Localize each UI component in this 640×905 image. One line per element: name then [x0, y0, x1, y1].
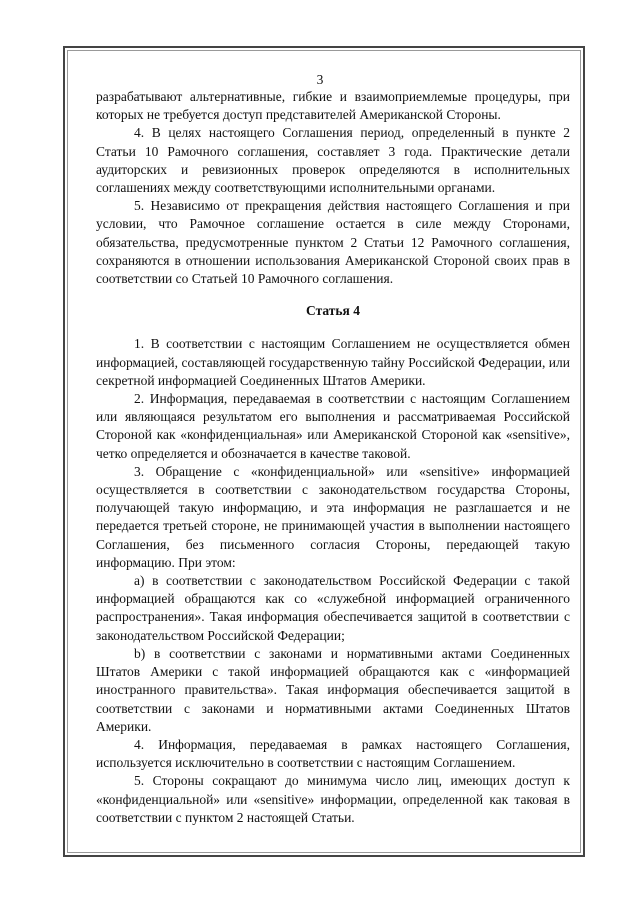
paragraph-article4-clause-4: 4. Информация, передаваемая в рамках настоящего Соглашения, используется исключительно в соответствии с настоящим Соглашением. [96, 736, 570, 771]
paragraph-subclause-b: b) в соответствии с законами и нормативными актами Соединенных Штатов Америки с такой информацией обращаются как с «информацией иностранного правительства». Такая информация обеспечивается защитой в соответствии с законами и нормативными актами Соединенных Штатов Америки. [96, 645, 570, 734]
document-body [96, 88, 570, 827]
paragraph-subclause-a: а) в соответствии с законодательством Российской Федерации с такой информацией обращаются как со «служебной информацией ограниченного распространения». Такая информация обеспечивается защитой в соответствии с законодательством Российской Федерации; [96, 573, 570, 643]
paragraph-article4-clause-2: 2. Информация, передаваемая в соответствии с настоящим Соглашением или являющаяся результатом его выполнения и рассматриваемая Российской Стороной как «конфиденциальная» или Американской Стороной как «sensitive», четко определяется и обозначается в качестве таковой. [96, 391, 570, 461]
paragraph-clause-4: 4. В целях настоящего Соглашения период, определенный в пункте 2 Статьи 10 Рамочного соглашения, составляет 3 года. Практические детали аудиторских и ревизионных проверок определяются в исполнительных соглашениях между соответствующими исполнительными органами. [96, 125, 570, 196]
paragraph-article4-clause-1: 1. В соответствии с настоящим Соглашением не осуществляется обмен информацией, составляющей государственную тайну Российской Федерации, или секретной информацией Соединенных Штатов Америки. [96, 336, 570, 388]
page-number: 3 [316, 72, 324, 87]
paragraph-clause-5: 5. Независимо от прекращения действия настоящего Соглашения и при условии, что Рамочное соглашение остается в силе между Сторонами, обязательства, предусмотренные пунктом 2 Статьи 12 Рамочного соглашения, сохраняются в отношении использования Американской Стороной своих прав в соответствии со Статьей 10 Рамочного соглашения. [96, 198, 570, 287]
paragraph-continuation: разрабатывают альтернативные, гибкие и взаимоприемлемые процедуры, при которых не требуется доступ представителей Американской Стороны. [96, 89, 570, 123]
paragraph-article4-clause-5: 5. Стороны сокращают до минимума число лиц, имеющих доступ к «конфиденциальной» или «sensitive» информации, определенной как таковая в соответствии с пунктом 2 настоящей Статьи. [96, 773, 570, 825]
paragraph-article4-clause-3: 3. Обращение с «конфиденциальной» или «sensitive» информацией осуществляется в соответствии с законодательством государства Стороны, получающей такую информацию, и эта информация не разглашается и не передается третьей стороне, не принимающей участия в выполнении настоящего Соглашения, без письменного согласия Стороны, передающей такую информацию. При этом: [96, 463, 570, 570]
article-heading: Статья 4 [306, 303, 360, 319]
